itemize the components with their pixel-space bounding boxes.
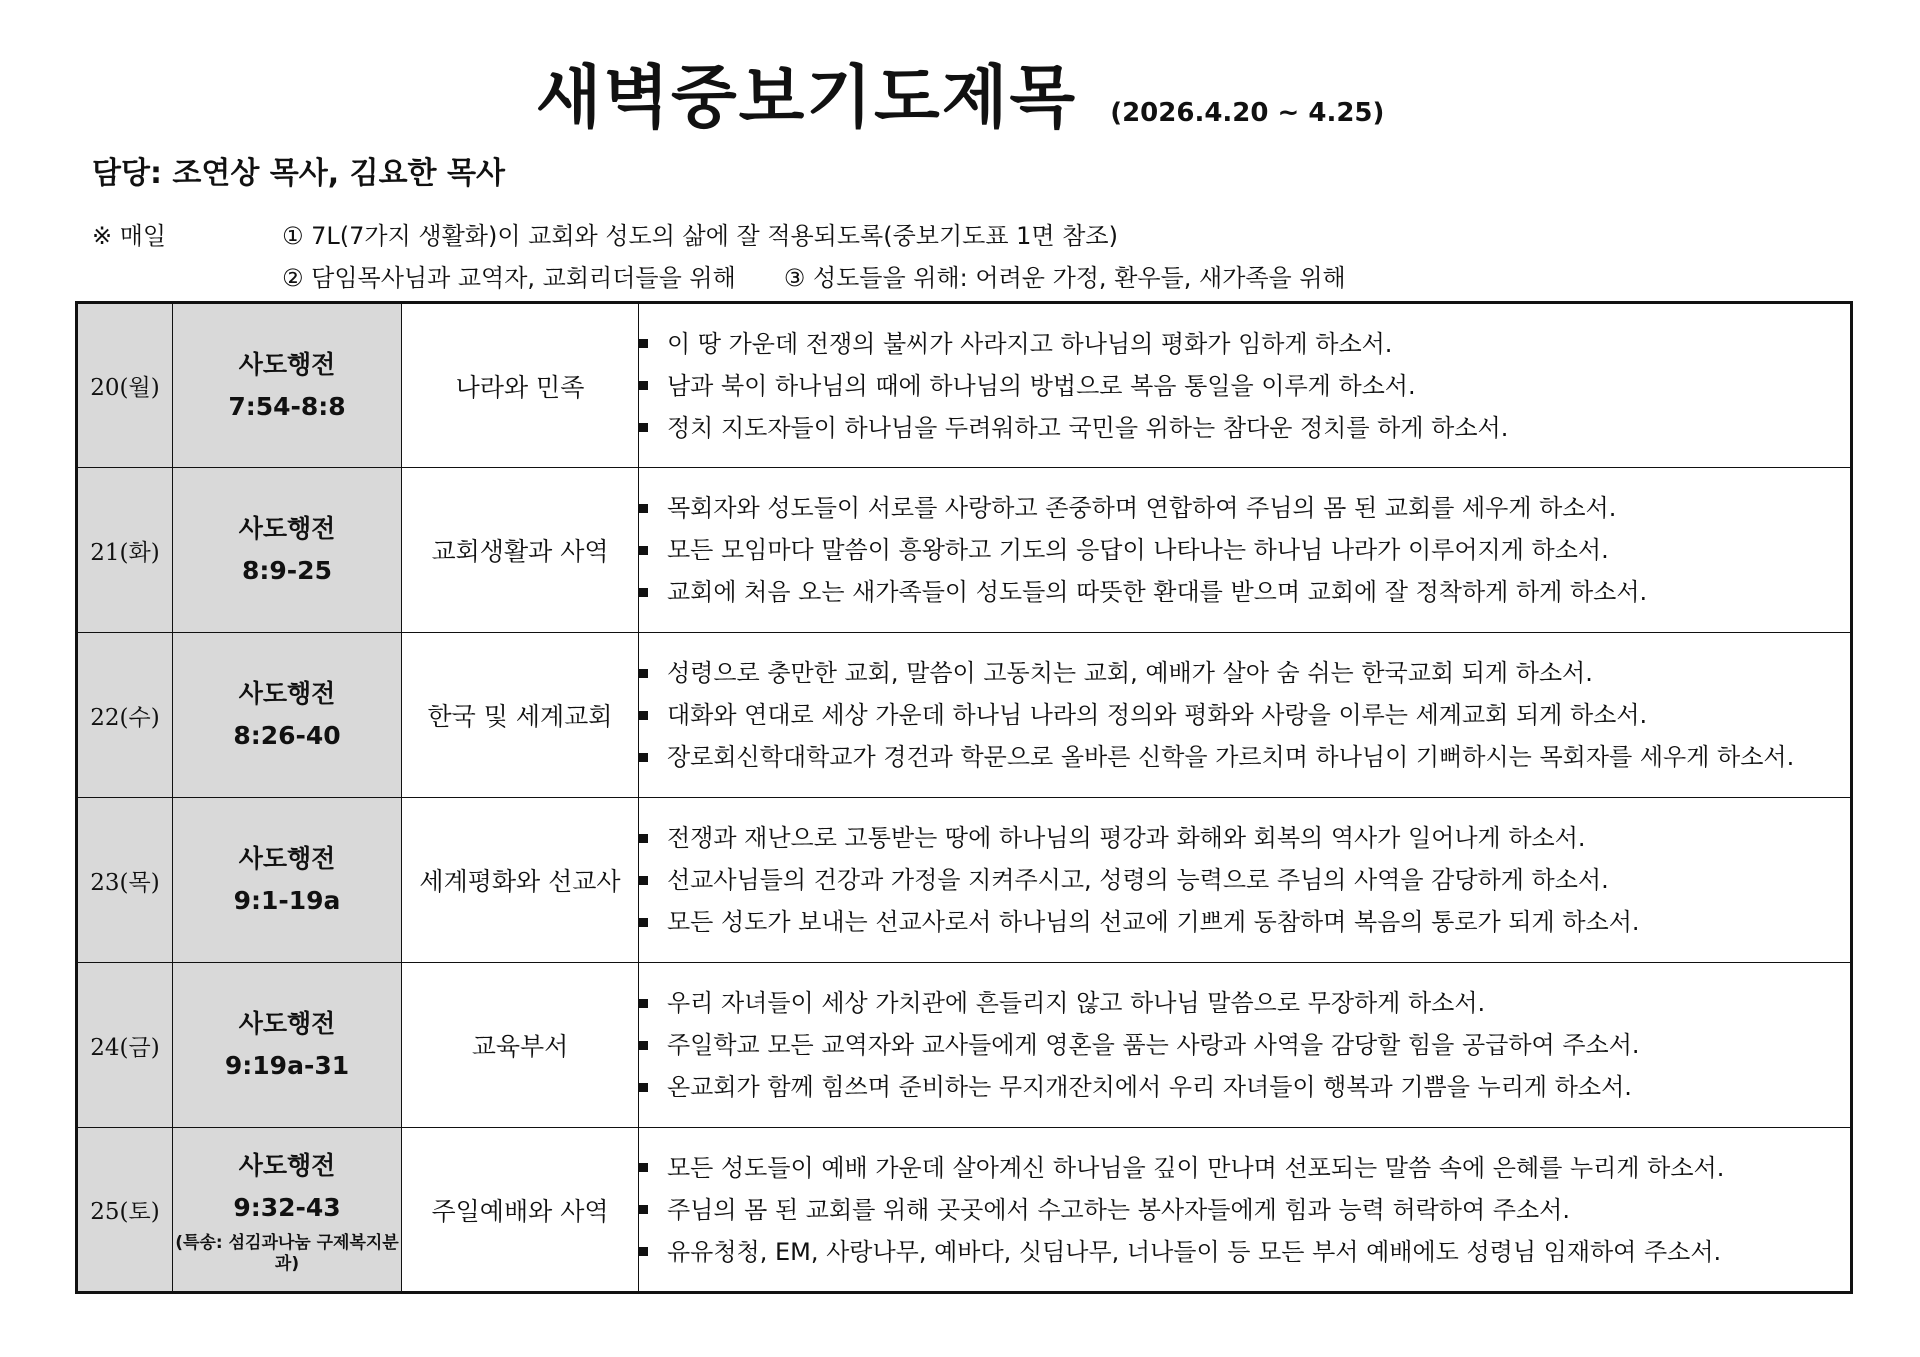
list-item [639,1066,1850,1108]
list-item [639,1024,1850,1066]
day-cell: 21(화) [77,468,173,633]
prayer-text: 전쟁과 재난으로 고통받는 땅에 하나님의 평강과 화해와 회복의 역사가 일어나게 하소서. [667,824,1586,852]
day-cell: 23(목) [77,798,173,963]
square-bullet-icon [639,834,648,843]
square-bullet-icon [639,1247,648,1256]
theme-cell: 교회생활과 사역 [402,468,639,633]
title-row [0,44,1920,141]
theme-cell: 교육부서 [402,963,639,1128]
passage-cell [173,963,402,1128]
passage-cell [173,303,402,468]
passage-range: 9:32-43 [233,1192,341,1222]
theme-cell: 나라와 민족 [402,303,639,468]
square-bullet-icon [639,546,648,555]
theme-cell: 세계평화와 선교사 [402,798,639,963]
prayer-text: 주일학교 모든 교역자와 교사들에게 영혼을 품는 사랑과 사역을 감당할 힘을 공급하여 주소서. [667,1031,1640,1059]
list-item [639,1231,1850,1273]
list-item [639,817,1850,859]
list-item [639,1147,1850,1189]
square-bullet-icon [639,1205,648,1214]
date-range: (2026.4.20 ~ 4.25) [1110,98,1385,128]
passage-cell [173,1128,402,1293]
passage-book: 사도행전 [238,1150,336,1180]
square-bullet-icon [639,999,648,1008]
prayer-text: 선교사님들의 건강과 가정을 지켜주시고, 성령의 능력으로 주님의 사역을 감당하게 하소서. [667,866,1609,894]
prayer-text: 정치 지도자들이 하나님을 두려워하고 국민을 위하는 참다운 정치를 하게 하소서. [667,413,1509,442]
passage-book: 사도행전 [238,1009,336,1038]
passage-cell [173,798,402,963]
square-bullet-icon [639,876,648,885]
prayer-text: 이 땅 가운데 전쟁의 불씨가 사라지고 하나님의 평화가 임하게 하소서. [667,329,1393,358]
prayer-schedule-table [75,301,1853,1294]
square-bullet-icon [639,753,648,762]
prayer-text: 모든 모임마다 말씀이 흥왕하고 기도의 응답이 나타나는 하나님 나라가 이루어지게 하소서. [667,536,1609,564]
prayer-text: 교회에 처음 오는 새가족들이 성도들의 따뜻한 환대를 받으며 교회에 잘 정착하게 하게 하소서. [667,578,1648,606]
list-item [639,323,1850,365]
square-bullet-icon [639,504,648,513]
list-item [639,407,1850,449]
day-cell: 25(토) [77,1128,173,1293]
list-item [639,859,1850,901]
passage-range: 9:19a-31 [224,1051,350,1080]
theme-cell: 주일예배와 사역 [402,1128,639,1293]
passage-book: 사도행전 [238,514,336,543]
table-row [77,963,1852,1128]
prayer-text: 모든 성도가 보내는 선교사로서 하나님의 선교에 기쁘게 동참하며 복음의 통로가 되게 하소서. [667,908,1640,936]
prayers-cell [639,468,1852,633]
prayers-cell [639,303,1852,468]
prayers-cell [639,798,1852,963]
passage-cell [173,468,402,633]
square-bullet-icon [639,339,648,348]
list-item [639,901,1850,943]
daily-item-3: ③ 성도들을 위해: 어려운 가정, 환우들, 새가족을 위해 [783,264,1346,292]
prayers-cell [639,633,1852,798]
square-bullet-icon [639,423,648,432]
passage-range: 8:26-40 [233,721,341,750]
square-bullet-icon [639,381,648,390]
day-cell: 22(수) [77,633,173,798]
list-item [639,529,1850,571]
prayer-text: 성령으로 충만한 교회, 말씀이 고동치는 교회, 예배가 살아 숨 쉬는 한국교회 되게 하소서. [667,659,1593,687]
daily-items-2-3 [282,258,1346,293]
prayer-text: 유유청청, EM, 사랑나무, 예바다, 싯딤나무, 너나들이 등 모든 부서 예배에도 성령님 임재하여 주소서. [667,1237,1722,1266]
passage-cell [173,633,402,798]
square-bullet-icon [639,918,648,927]
table-row [77,303,1852,468]
square-bullet-icon [639,669,648,678]
square-bullet-icon [639,711,648,720]
passage-book: 사도행전 [238,349,336,379]
square-bullet-icon [639,588,648,597]
theme-cell: 한국 및 세계교회 [402,633,639,798]
prayer-text: 온교회가 함께 힘쓰며 준비하는 무지개잔치에서 우리 자녀들이 행복과 기쁨을 누리게 하소서. [667,1073,1632,1101]
table-row [77,798,1852,963]
prayer-text: 우리 자녀들이 세상 가치관에 흔들리지 않고 하나님 말씀으로 무장하게 하소서. [667,989,1486,1017]
table-row [77,1128,1852,1293]
list-item [639,652,1850,694]
passage-book: 사도행전 [238,844,336,873]
list-item [639,571,1850,613]
prayer-text: 대화와 연대로 세상 가운데 하나님 나라의 정의와 평화와 사랑을 이루는 세계교회 되게 하소서. [667,701,1648,729]
list-item [639,487,1850,529]
prayer-text: 장로회신학대학교가 경건과 학문으로 올바른 신학을 가르치며 하나님이 기뻐하시는 목회자를 세우게 하소서. [667,743,1795,771]
passage-book: 사도행전 [238,679,336,708]
passage-range: 8:9-25 [242,556,332,585]
daily-item-1: ① 7L(7가지 생활화)이 교회와 성도의 삶에 잘 적용되도록(중보기도표 1면 참조) [282,222,1118,250]
list-item [639,736,1850,778]
square-bullet-icon [639,1041,648,1050]
prayer-text: 남과 북이 하나님의 때에 하나님의 방법으로 복음 통일을 이루게 하소서. [667,371,1416,400]
table-row [77,633,1852,798]
square-bullet-icon [639,1163,648,1172]
daily-item-2: ② 담임목사님과 교역자, 교회리더들을 위해 [282,264,736,292]
list-item [639,982,1850,1024]
prayer-text: 모든 성도들이 예배 가운데 살아계신 하나님을 깊이 만나며 선포되는 말씀 속에 은혜를 누리게 하소서. [667,1153,1725,1182]
prayers-cell [639,963,1852,1128]
leaders-line: 담당: 조연상 목사, 김요한 목사 [92,156,505,191]
list-item [639,1189,1850,1231]
list-item [639,694,1850,736]
prayer-text: 목회자와 성도들이 서로를 사랑하고 존중하며 연합하여 주님의 몸 된 교회를 세우게 하소서. [667,494,1617,522]
special-song-note: (특송: 섬김과나눔 구제복지분과) [175,1232,399,1274]
daily-label: ※ 매일 [92,222,167,250]
page-title: 새벽중보기도제목 [535,59,1078,138]
table-row [77,468,1852,633]
day-cell: 24(금) [77,963,173,1128]
passage-range: 9:1-19a [233,886,341,915]
list-item [639,365,1850,407]
prayer-text: 주님의 몸 된 교회를 위해 곳곳에서 수고하는 봉사자들에게 힘과 능력 허락하여 주소서. [667,1195,1570,1224]
day-cell: 20(월) [77,303,173,468]
square-bullet-icon [639,1083,648,1092]
passage-range: 7:54-8:8 [228,391,346,421]
prayers-cell [639,1128,1852,1293]
